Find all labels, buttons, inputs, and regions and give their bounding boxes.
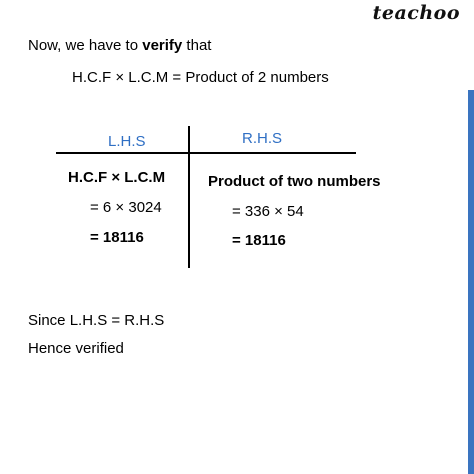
intro-line bbox=[28, 37, 211, 55]
lhs-title: H.C.F × L.C.M bbox=[68, 169, 166, 186]
intro-prefix: Now, we have to bbox=[28, 37, 143, 54]
table-horizontal-divider bbox=[56, 152, 356, 154]
lhs-result: = 18116 bbox=[90, 229, 144, 246]
rhs-header: R.H.S bbox=[242, 130, 283, 147]
rhs-step: = 336 × 54 bbox=[232, 203, 304, 220]
statement: H.C.F × L.C.M = Product of 2 numbers bbox=[72, 69, 329, 86]
intro-emphasis: verify bbox=[142, 37, 183, 54]
brand-logo: teachoo bbox=[372, 2, 460, 24]
conclusion-line1: Since L.H.S = R.H.S bbox=[28, 312, 165, 329]
rhs-result: = 18116 bbox=[232, 232, 286, 249]
intro-suffix: that bbox=[182, 37, 212, 54]
lhs-step: = 6 × 3024 bbox=[90, 199, 162, 216]
accent-side-bar bbox=[468, 90, 474, 474]
conclusion-line2: Hence verified bbox=[28, 340, 124, 357]
rhs-title: Product of two numbers bbox=[208, 173, 381, 190]
lhs-header: L.H.S bbox=[108, 133, 146, 150]
table-vertical-divider bbox=[188, 126, 190, 268]
